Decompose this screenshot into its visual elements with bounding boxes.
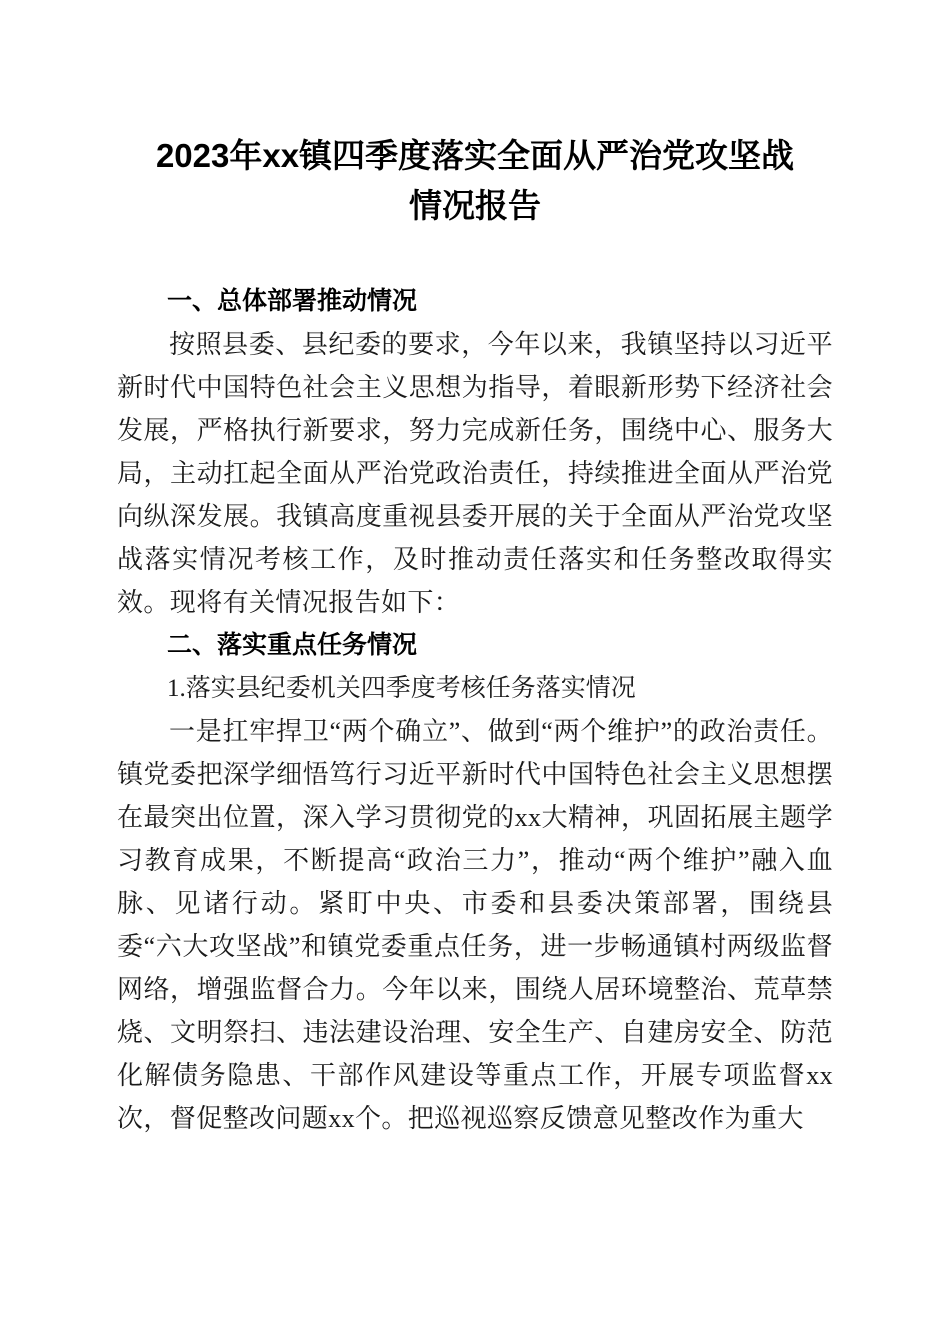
title-line-2: 情况报告 xyxy=(409,187,541,224)
section-heading-2: 二、落实重点任务情况 xyxy=(167,631,418,659)
document-content xyxy=(117,131,833,1140)
sub-item-1: 1.落实县纪委机关四季度考核任务落实情况 xyxy=(167,675,636,702)
page-title xyxy=(117,131,833,231)
section-heading-1: 一、总体部署推动情况 xyxy=(167,287,418,315)
paragraph-two-establishments: 一是扛牢捍卫“两个确立”、做到“两个维护”的政治责任。镇党委把深学细悟笃行习近平新时代中国特色社会主义思想摆在最突出位置，深入学习贯彻党的xx大精神，巩固拓展主题学习教育成果，不断提高“政治三力”，推动“两个维护”融入血脉、见诸行动。紧盯中央、市委和县委决策部署，围绕县委“六大攻坚战”和镇党委重点任务，进一步畅通镇村两级监督网络，增强监督合力。今年以来，围绕人居环境整治、荒草禁烧、文明祭扫、违法建设治理、安全生产、自建房安全、防范化解债务隐患、干部作风建设等重点工作，开展专项监督xx次，督促整改问题xx个。把巡视巡察反馈意见整改作为重大 xyxy=(117,717,833,1133)
paragraph-overall-deployment: 按照县委、县纪委的要求，今年以来，我镇坚持以习近平新时代中国特色社会主义思想为指导，着眼新形势下经济社会发展，严格执行新要求，努力完成新任务，围绕中心、服务大局，主动扛起全面从严治党政治责任，持续推进全面从严治党向纵深发展。我镇高度重视县委开展的关于全面从严治党攻坚战落实情况考核工作，及时推动责任落实和任务整改取得实效。现将有关情况报告如下： xyxy=(117,330,833,617)
title-body-spacer xyxy=(117,231,833,280)
title-line-1: 2023年xx镇四季度落实全面从严治党攻坚战 xyxy=(155,137,795,174)
